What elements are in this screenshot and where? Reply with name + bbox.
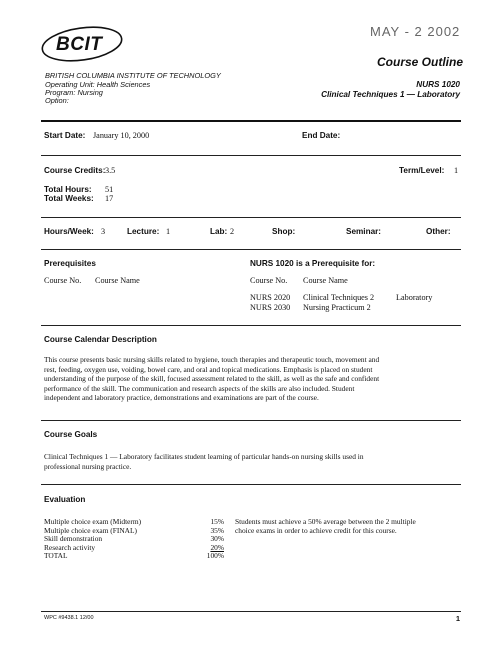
operating-unit: Operating Unit: Health Sciences <box>45 80 151 89</box>
course-title: Clinical Techniques 1 — Laboratory <box>321 90 460 99</box>
evaluation-heading: Evaluation <box>44 495 86 504</box>
prereq-col-name: Course Name <box>95 276 140 285</box>
calendar-line: This course presents basic nursing skills related to hygiene, touch therapies and therapeutic touch, movement and <box>44 355 380 364</box>
calendar-line: independent and laboratory practice, demonstrations and examinations are part of the course. <box>44 393 319 403</box>
seminar-label: Seminar: <box>346 227 382 236</box>
hours-week-value: 3 <box>101 227 106 236</box>
course-code: NURS 1020 <box>416 80 460 89</box>
evaluation-label: Multiple choice exam (Midterm) <box>44 517 142 526</box>
calendar-description <box>44 355 464 403</box>
credits-value: 3.5 <box>105 166 116 175</box>
header-rule <box>41 120 461 122</box>
calendar-line: understanding of the purpose of the skill, focused assessment related to the skill, as well as the safe and confident <box>44 374 380 384</box>
lab-label: Lab: <box>210 227 228 236</box>
prereq-for-col-name: Course Name <box>303 276 348 285</box>
evaluation-value: 100% <box>206 551 224 561</box>
prereq-for-heading: NURS 1020 is a Prerequisite for: <box>250 259 376 268</box>
option: Option: <box>45 96 69 105</box>
total-weeks-value: 17 <box>105 194 114 203</box>
evaluation-note-line: choice exams in order to achieve credit for this course. <box>235 525 397 535</box>
end-date-label: End Date: <box>302 131 341 140</box>
evaluation-label: Multiple choice exam (FINAL) <box>44 525 137 535</box>
prereq-col-no: Course No. <box>44 276 82 285</box>
prereq-heading: Prerequisites <box>44 259 96 268</box>
course-name: Nursing Practicum 2 <box>303 303 371 312</box>
calendar-rule <box>41 420 461 421</box>
calendar-line: performance of the skill. The communication and research aspects of the skills are also included. Student <box>44 383 355 393</box>
evaluation-label: TOTAL <box>44 551 68 561</box>
page-number: 1 <box>455 614 460 623</box>
footer-rule <box>41 611 461 612</box>
calendar-line: rest, feeding, oxygen use, voiding, bowel care, and oral and topical medications. Emphasis is placed on student <box>44 364 373 374</box>
prereq-rule <box>41 325 461 326</box>
evaluation-value: 15% <box>210 517 224 526</box>
total-hours-label: Total Hours: <box>44 185 92 194</box>
term-label: Term/Level: <box>399 166 445 175</box>
hours-week-label: Hours/Week: <box>44 227 94 236</box>
lecture-value: 1 <box>166 227 171 236</box>
evaluation-note-line: Students must achieve a 50% average between the 2 multiple <box>235 517 416 526</box>
logo-text: BCIT <box>56 34 103 55</box>
total-weeks-label: Total Weeks: <box>44 194 94 203</box>
doc-title: Course Outline <box>377 55 464 69</box>
credits-label: Course Credits: <box>44 166 106 175</box>
prereq-for-col-no: Course No. <box>250 276 288 285</box>
evaluation-value: 20% <box>210 542 224 552</box>
evaluation-row <box>44 552 224 561</box>
course-name: Clinical Techniques 2 <box>303 293 375 302</box>
goals-text <box>44 452 464 471</box>
lab-value: 2 <box>230 227 235 236</box>
evaluation-note <box>235 518 465 535</box>
shop-label: Shop: <box>272 227 296 236</box>
goals-line: professional nursing practice. <box>44 461 132 471</box>
start-date-label: Start Date: <box>44 131 86 140</box>
program: Program: Nursing <box>45 88 103 97</box>
evaluation-table <box>44 518 224 561</box>
other-label: Other: <box>426 227 451 236</box>
dates-rule <box>41 155 461 156</box>
goals-heading: Course Goals <box>44 430 98 439</box>
evaluation-value: 35% <box>210 525 224 535</box>
credits-rule <box>41 217 461 218</box>
bcit-logo <box>38 20 128 70</box>
evaluation-value: 30% <box>210 534 224 544</box>
lecture-label: Lecture: <box>127 227 160 236</box>
calendar-heading: Course Calendar Description <box>44 335 157 344</box>
evaluation-row <box>44 544 224 553</box>
evaluation-label: Research activity <box>44 542 96 552</box>
received-stamp: MAY - 2 2002 <box>370 24 461 39</box>
term-value: 1 <box>454 166 459 175</box>
institute-name: BRITISH COLUMBIA INSTITUTE OF TECHNOLOGY <box>45 71 221 80</box>
course-extra: Laboratory <box>396 293 433 302</box>
goals-line: Clinical Techniques 1 — Laboratory facilitates student learning of particular hands-on nursing skills used in <box>44 452 364 461</box>
course-no: NURS 2030 <box>250 303 291 312</box>
total-hours-value: 51 <box>105 185 114 194</box>
goals-rule <box>41 484 461 485</box>
course-no: NURS 2020 <box>250 293 291 302</box>
start-date-value: January 10, 2000 <box>93 131 150 140</box>
hours-rule <box>41 249 461 250</box>
footer-code: WPC #9438.1 12/00 <box>44 615 94 621</box>
evaluation-label: Skill demonstration <box>44 534 103 544</box>
